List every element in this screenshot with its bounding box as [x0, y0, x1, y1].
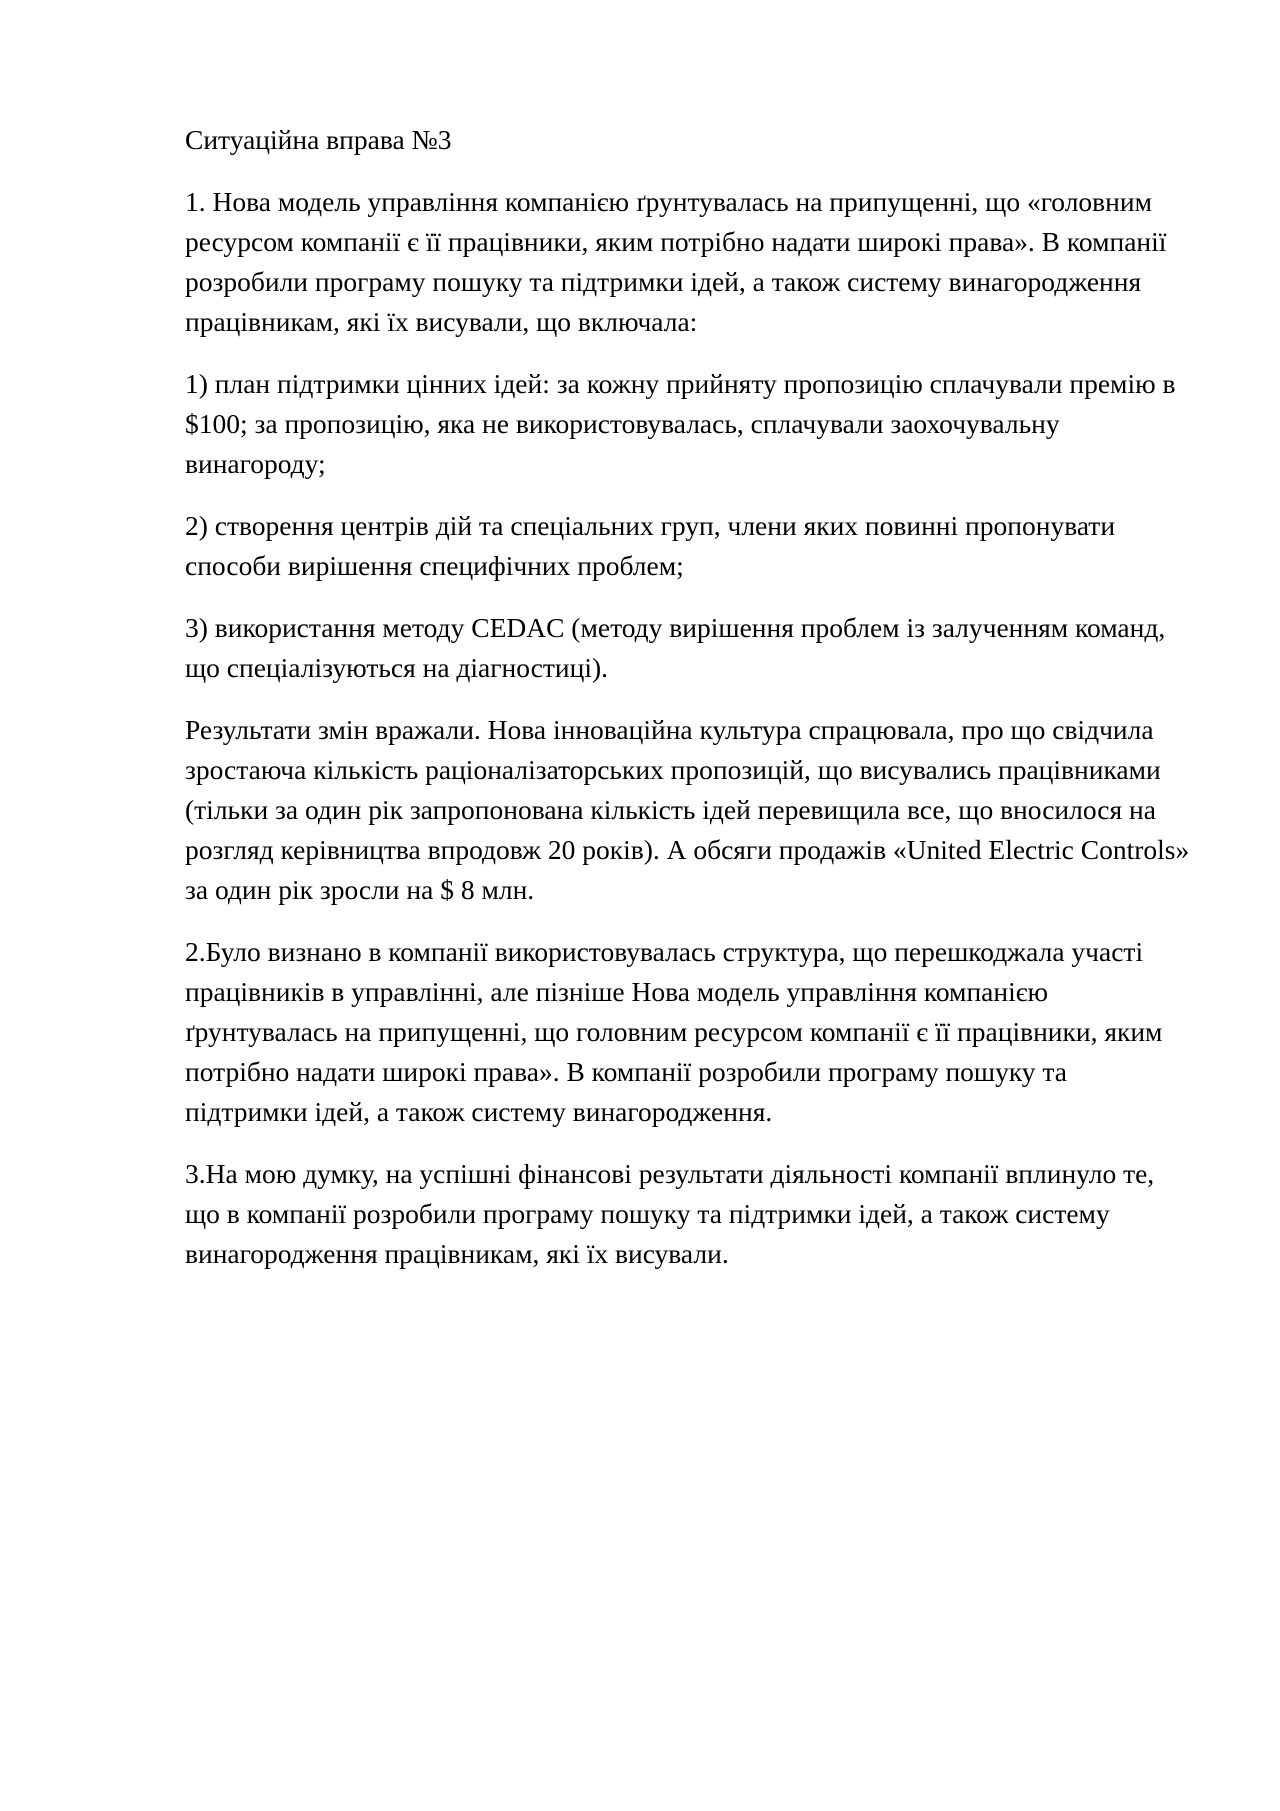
- paragraph-answer-2: 2.Було визнано в компанії використовувалась структура, що перешкоджала участі працівників в управлінні, але пізніше Нова модель управління компанією ґрунтувалась на припущенні, що головним ресурсом компанії є її працівники, яким потрібно надати широкі права». В компанії розробили програму пошуку та підтримки ідей, а також систему винагородження.: [185, 936, 1163, 1127]
- paragraph-answer-1: 1. Нова модель управління компанією ґрунтувалась на припущенні, що «головним ресурсом компанії є її працівники, яким потрібно надати широкі права». В компанії розробили програму пошуку та підтримки ідей, а також систему винагородження працівникам, які їх висували, що включала:: [185, 186, 1167, 337]
- paragraph-answer-3: 3.На мою думку, на успішні фінансові результати діяльності компанії вплинуло те, що в компанії розробили програму пошуку та підтримки ідей, а також систему винагородження працівникам, які їх висували.: [185, 1158, 1155, 1269]
- document-body: [185, 120, 1195, 1296]
- paragraph-list-item-2: 2) створення центрів дій та спеціальних груп, члени яких повинні пропонувати способи вирішення специфічних проблем;: [185, 510, 1116, 581]
- paragraph-list-item-3: 3) використання методу CEDAC (методу вирішення проблем із залученням команд, що спеціалізуються на діагностиці).: [185, 612, 1166, 683]
- document-title: Ситуаційна вправа №3: [185, 124, 452, 155]
- paragraph-results: Результати змін вражали. Нова інноваційна культура спрацювала, про що свідчила зростаюча кількість раціоналізаторських пропозицій, що висувались працівниками (тільки за один рік запропонована кількість ідей перевищила все, що вносилося на розгляд керівництва впродовж 20 років). А обсяги продажів «United Electric Controls» за один рік зросли на $ 8 млн.: [185, 714, 1190, 905]
- paragraph-list-item-1: 1) план підтримки цінних ідей: за кожну прийняту пропозицію сплачували премію в $100; за пропозицію, яка не використовувалась, сплачували заохочувальну винагороду;: [185, 368, 1176, 479]
